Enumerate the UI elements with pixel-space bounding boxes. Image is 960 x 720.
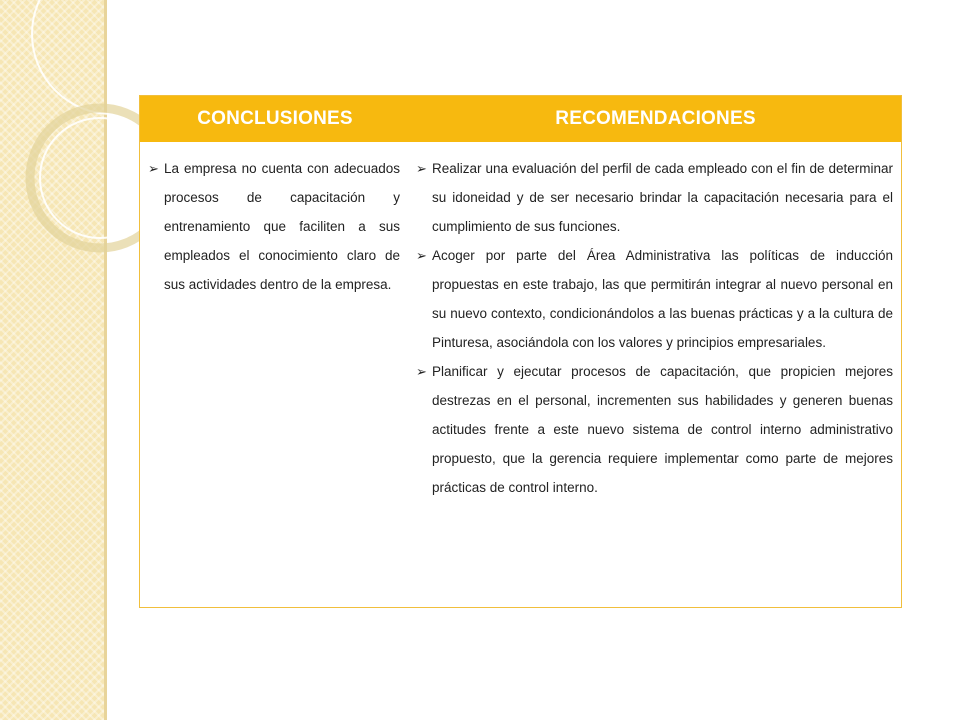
arrow-bullet-icon: ➢ — [148, 161, 159, 176]
recommendation-text: Acoger por parte del Área Administrativa las políticas de inducción propuestas en este trabajo, las que permitirán integrar al nuevo personal en su nuevo contexto, condicionándolos a las buenas prácticas y a la cultura de Pinturesa, asociándola con los valores y principios empresariales. — [432, 248, 893, 350]
recommendation-item — [416, 241, 893, 357]
conclusion-item — [148, 154, 400, 299]
conclusions-header: CONCLUSIONES — [197, 108, 353, 129]
recommendation-text: Realizar una evaluación del perfil de cada empleado con el fin de determinar su idoneidad y de ser necesario brindar la capacitación necesaria para el cumplimiento de sus funciones. — [432, 161, 893, 234]
arrow-bullet-icon: ➢ — [416, 161, 427, 176]
recommendation-item — [416, 357, 893, 502]
recommendation-item — [416, 154, 893, 241]
table-header-row — [140, 96, 901, 142]
arrow-bullet-icon: ➢ — [416, 248, 427, 263]
recommendation-text: Planificar y ejecutar procesos de capacitación, que propicien mejores destrezas en el personal, incrementen sus habilidades y generen buenas actitudes frente a este nuevo sistema de control interno administrativo propuesto, que la gerencia requiere implementar como parte de mejores prácticas de control interno. — [432, 364, 893, 495]
arrow-bullet-icon: ➢ — [416, 364, 427, 379]
conclusions-column — [140, 154, 410, 502]
recommendations-header: RECOMENDACIONES — [555, 108, 756, 129]
table-body-row — [140, 142, 901, 502]
conclusion-text: La empresa no cuenta con adecuados procesos de capacitación y entrenamiento que faciliten a sus empleados el conocimiento claro de sus actividades dentro de la empresa. — [164, 161, 400, 292]
recommendations-column — [410, 154, 901, 502]
conclusions-recommendations-table — [139, 95, 902, 608]
